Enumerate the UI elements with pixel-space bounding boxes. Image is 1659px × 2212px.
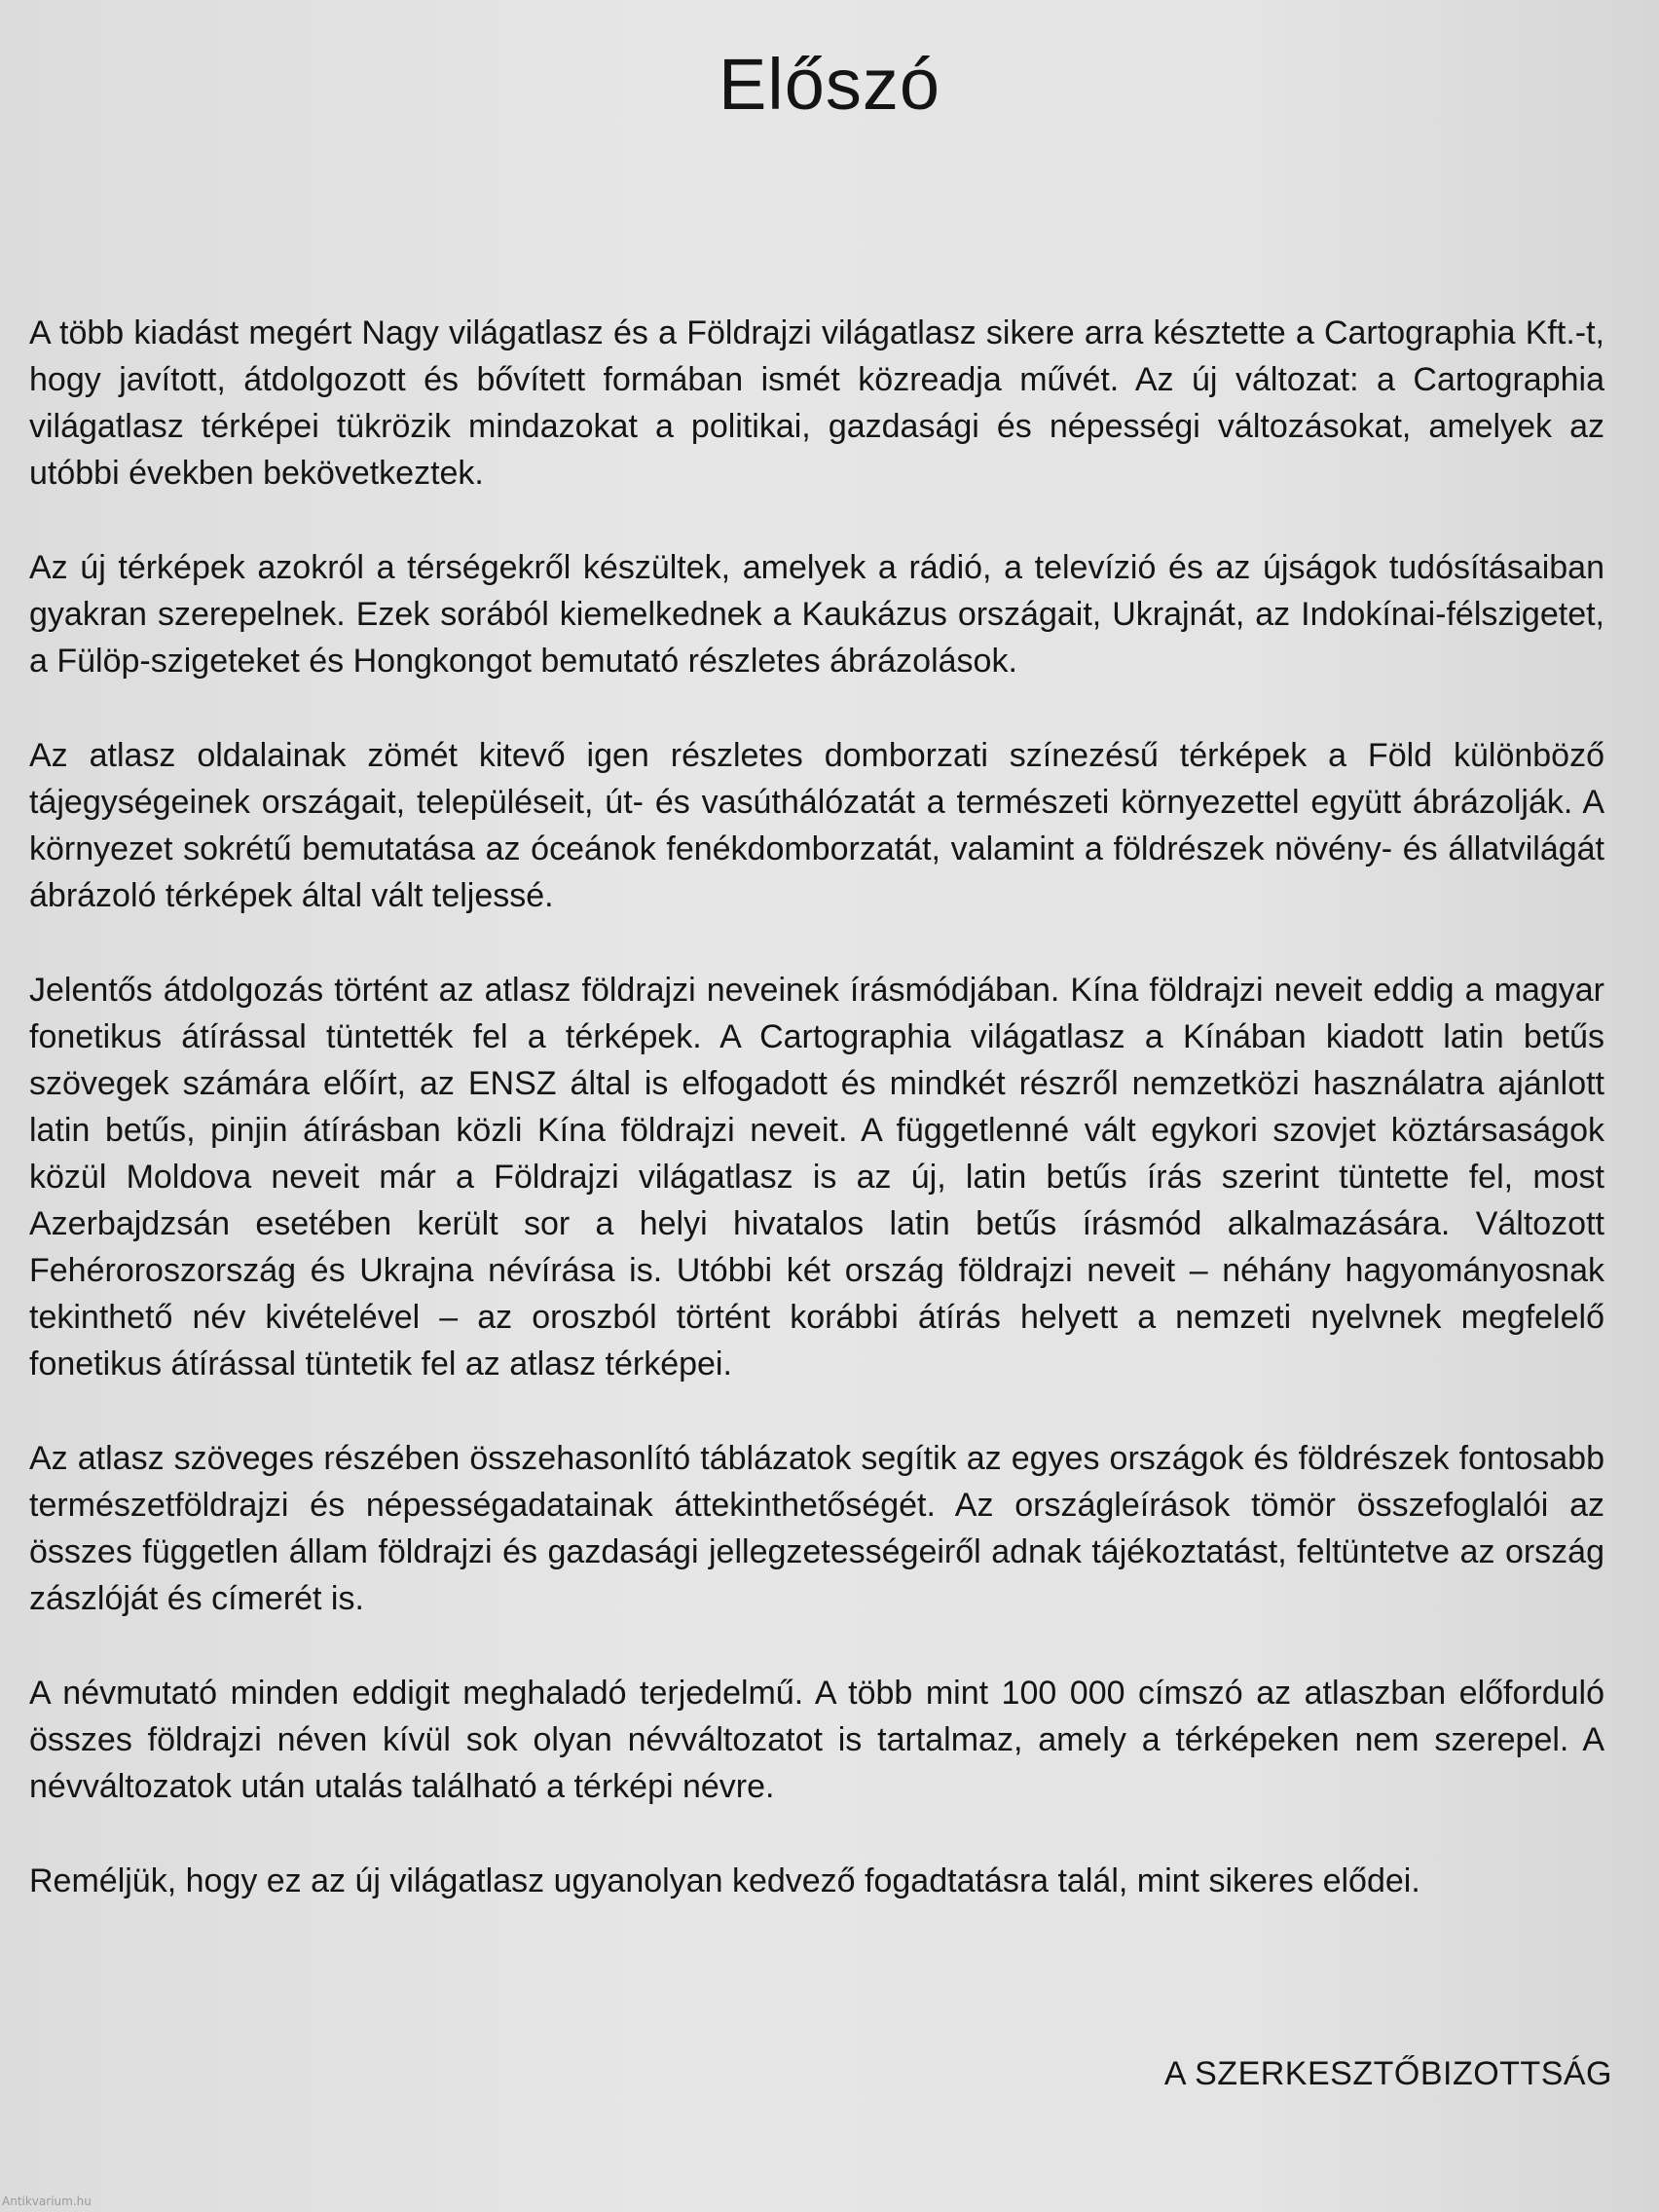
paragraph-6: A névmutató minden eddigit meghaladó terjedelmű. A több mint 100 000 címszó az atlaszban előforduló összes földrajzi néven kívül sok olyan névváltozatot is tartalmaz, amely a térképeken nem szerepel. A névváltozatok után utalás található a térképi névre. — [29, 1675, 1604, 1805]
paragraph-4: Jelentős átdolgozás történt az atlasz földrajzi neveinek írásmódjában. Kína földrajzi neveit eddig a magyar fonetikus átírással tüntették fel a térképek. A Cartographia világatlasz a Kínában kiadott latin betűs szövegek számára előírt, az ENSZ által is elfogadott és mindkét részről nemzetközi használatra ajánlott latin betűs, pinjin átírásban közli Kína földrajzi neveit. A függetlenné vált egykori szovjet köztársaságok közül Moldova neveit már a Földrajzi világatlasz is az új, latin betűs írás szerint tüntette fel, most Azerbajdzsán esetében került sor a helyi hivatalos latin betűs írásmód alkalmazására. Változott Fehéroroszország és Ukrajna névírása is. Utóbbi két ország földrajzi neveit – néhány hagyományosnak tekinthető név kivételével – az oroszból történt korábbi átírás helyett a nemzeti nyelvnek megfelelő fonetikus átírással tüntetik fel az atlasz térképei. — [29, 972, 1604, 1382]
paragraph-5: Az atlasz szöveges részében összehasonlító táblázatok segítik az egyes országok és földrészek fontosabb természetföldrajzi és népességadatainak áttekinthetőségét. Az országleírások tömör összefoglalói az összes független állam földrajzi és gazdasági jellegzetességeiről adnak tájékoztatást, feltüntetve az ország zászlóját és címerét is. — [29, 1440, 1604, 1617]
page-title: Előszó — [718, 44, 941, 125]
paragraph-7: Reméljük, hogy ez az új világatlasz ugyanolyan kedvező fogadtatásra talál, mint sikeres elődei. — [29, 1862, 1420, 1899]
paragraph-1: A több kiadást megért Nagy világatlasz és a Földrajzi világatlasz sikere arra késztette a Cartographia Kft.-t, hogy javított, átdolgozott és bővített formában ismét közreadja művét. Az új változat: a Cartographia világatlasz térképei tükrözik mindazokat a politikai, gazdasági és népességi változásokat, amelyek az utóbbi években bekövetkeztek. — [29, 314, 1604, 492]
paragraph-2: Az új térképek azokról a térségekről készültek, amelyek a rádió, a televízió és az újságok tudósításaiban gyakran szerepelnek. Ezek sorából kiemelkednek a Kaukázus országait, Ukrajnát, az Indokínai-félszigetet, a Fülöp-szigeteket és Hongkongot bemutató részletes ábrázolások. — [29, 549, 1604, 680]
editorial-board-signature: A SZERKESZTŐBIZOTTSÁG — [1163, 2055, 1612, 2092]
preface-body — [29, 310, 1604, 1952]
source-watermark: Antikvarium.hu — [2, 2194, 92, 2208]
paragraph-3: Az atlasz oldalainak zömét kitevő igen részletes domborzati színezésű térképek a Föld különböző tájegységeinek országait, településeit, út- és vasúthálózatát a természeti környezettel együtt ábrázolják. A környezet sokrétű bemutatása az óceánok fenékdomborzatát, valamint a földrészek növény- és állatvilágát ábrázoló térképek által vált teljessé. — [29, 737, 1604, 914]
